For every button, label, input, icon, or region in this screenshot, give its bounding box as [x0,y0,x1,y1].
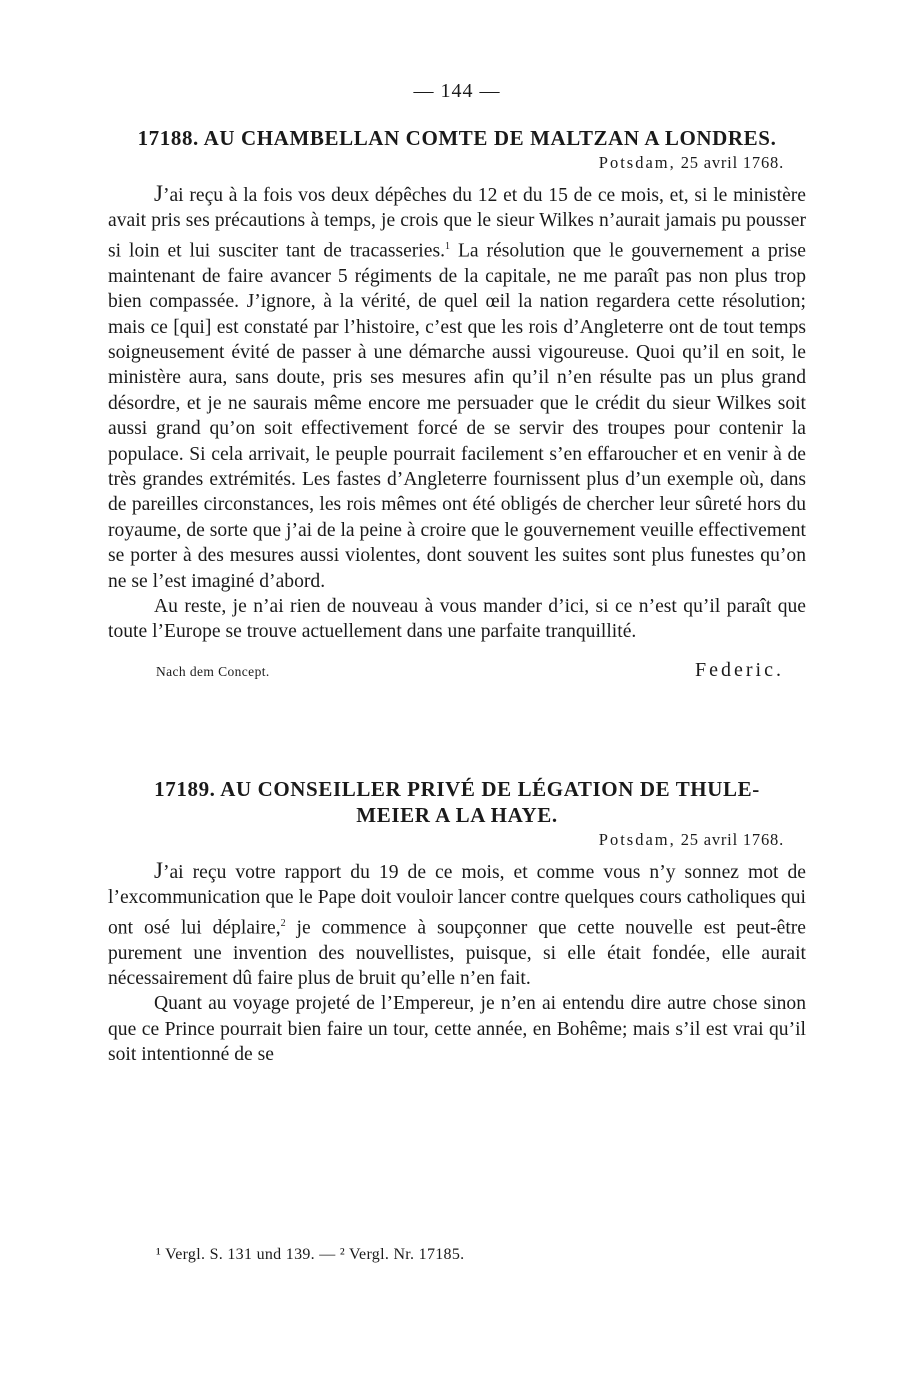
initial-letter: J [154,857,163,883]
paragraph-text: ’ai reçu à la fois vos deux dépêches du 12 et du 15 de ce mois, et, si le ministère avait pris ses précautions à temps, je crois que le sieur Wilkes n’aurait jamais pu pousser si loin et lui susciter tant de tracasseries. [108,185,806,262]
letter-heading-line: MEIER A LA HAYE. [356,802,558,827]
letter-paragraph [108,858,806,992]
dateline-date: 25 avril 1768. [680,829,784,849]
letter-heading-line: 17189. AU CONSEILLER PRIVÉ DE LÉGATION DE THULE- [154,776,760,801]
letter-heading [108,776,806,828]
letter-heading: 17188. AU CHAMBELLAN COMTE DE MALTZAN A LONDRES. [137,126,777,150]
dateline-place: Potsdam, [598,829,676,849]
dateline-date: 25 avril 1768. [680,153,784,172]
source-note: Nach dem Concept. [156,663,270,679]
signature: Federic. [695,658,784,681]
dateline-place: Potsdam, [598,153,676,172]
letter-paragraph [108,181,806,594]
footnotes: ¹ Vergl. S. 131 und 139. — ² Vergl. Nr. 17185. [156,1246,465,1263]
paragraph-text: je commence à soupçonner que cette nouvelle est peut-être purement une invention des nouvellistes, puisque, si elle était fondée, elle aurait nécessairement dû faire plus de bruit qu’elle n’en fait. [108,917,807,989]
paragraph-text: La résolution que le gouvernement a prise maintenant de faire avancer 5 régiments de la capitale, ne me paraît pas non plus trop bien compassée. J’ignore, à la vérité, de quel œil la nation regardera cette résolution; mais ce [qui] est constaté par l’histoire, c’est que les rois d’Angleterre ont de tout temps soigneusement évité de passer à une démarche aussi vigoureuse. Quoi qu’il en soit, le ministère aura, sans doute, pris ses mesures afin qu’il n’en résulte pas un plus grand désordre, et je ne saurais même encore me persuader que le crédit du sieur Wilkes soit aussi grand qu’on soit effectivement forcé de se servir des troupes pour contenir la populace. Si cela arrivait, le peuple pourrait facilement s’en effaroucher et en venir à de très grandes extrémités. Les fastes d’Angleterre fournissent plus d’un exemple où, dans de pareilles circonstances, les rois mêmes ont été obligés de chercher leur sûreté hors du royaume, de sorte que j’ai de la peine à croire que le gouvernement veuille effectivement se porter à des mesures aussi violentes, dont souvent les suites sont plus funestes qu’on ne se l’est imaginé d’abord. [108,240,806,592]
letter-17189 [108,776,806,1068]
footnote-ref: 2 [280,917,286,929]
letter-closing [156,659,784,682]
letter-paragraph: Quant au voyage projeté de l’Empereur, je n’en ai entendu dire autre chose sinon que ce Prince pourrait bien faire un tour, cette année, en Bohême; mais s’il est vrai qu’il soit intentionné de se [108,993,806,1066]
dateline [108,830,784,850]
letter-17188 [108,125,806,682]
paragraph-text: ’ai reçu votre rapport du 19 de ce mois, et comme vous n’y sonnez mot de l’excommunication que le Pape doit vouloir lancer contre quelques cours catholiques qui ont osé lui déplaire, [108,861,806,939]
letter-paragraph: Au reste, je n’ai rien de nouveau à vous mander d’ici, si ce n’est qu’il paraît que toute l’Europe se trouve actuellement dans une parfaite tranquillité. [108,596,806,643]
footnote-ref: 1 [444,240,450,252]
document-page [108,80,806,1068]
page-number: — 144 — [413,80,501,102]
dateline [108,153,784,173]
initial-letter: J [154,181,163,206]
